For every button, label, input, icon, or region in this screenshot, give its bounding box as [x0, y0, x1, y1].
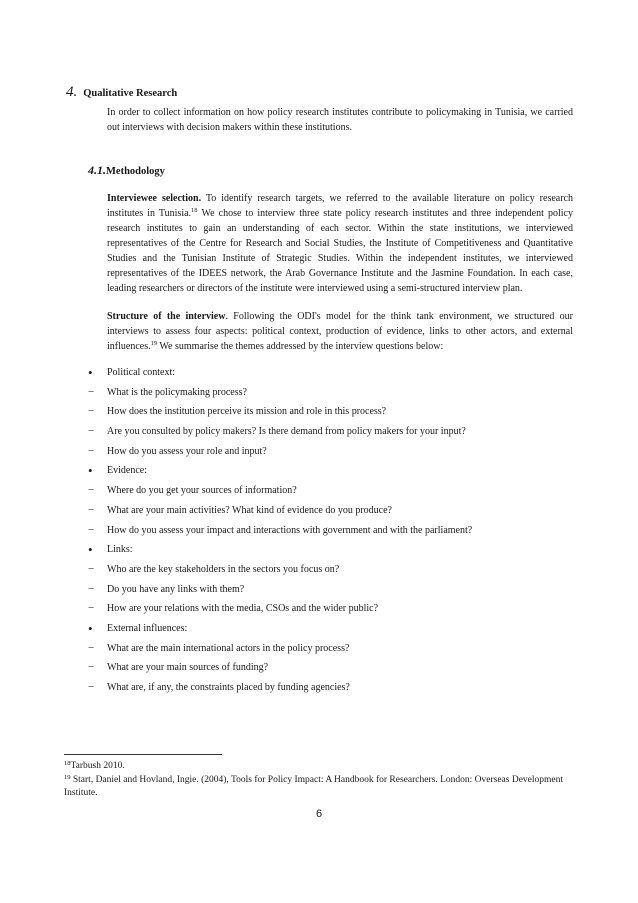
dash-marker: −	[88, 405, 95, 418]
list-item-text: What are, if any, the constraints placed by funding agencies?	[107, 682, 350, 693]
footnote-divider	[64, 754, 222, 755]
footnote-text: Tarbush 2010.	[70, 761, 125, 771]
section-title: Qualitative Research	[83, 88, 178, 99]
list-item-text: How are your relations with the media, CSOs and the wider public?	[107, 603, 379, 615]
bullet-marker: •	[88, 463, 93, 479]
interview-structure-paragraph	[107, 309, 573, 354]
paragraph-lead: Interviewee selection.	[107, 193, 202, 204]
list-topic	[88, 540, 588, 560]
list-item-text: Evidence:	[107, 465, 147, 477]
list-item	[88, 639, 588, 659]
list-item	[88, 678, 588, 698]
dash-marker: −	[88, 661, 95, 674]
list-item-text: What is the policymaking process?	[107, 386, 247, 398]
list-item	[88, 560, 588, 580]
dash-marker: −	[88, 385, 95, 398]
interviewee-selection-paragraph	[107, 191, 573, 296]
list-item	[88, 383, 588, 403]
list-item	[88, 599, 588, 619]
dash-marker: −	[88, 425, 95, 438]
bullet-marker: •	[88, 365, 93, 380]
list-item	[88, 501, 588, 521]
footnote-number: 19	[64, 774, 71, 781]
dash-marker: −	[88, 582, 95, 595]
section-heading	[66, 83, 177, 101]
section-number: 4.	[66, 84, 78, 100]
list-item	[88, 481, 588, 501]
list-item	[88, 580, 588, 600]
intro-paragraph: In order to collect information on how policy research institutes contribute to policymaking in Tunisia, we carried out interviews with decision makers within these institutions.	[107, 107, 573, 133]
footnote-text: Start, Daniel and Hovland, Ingie. (2004), Tools for Policy Impact: A Handbook for Researchers. London: Overseas Development Institute.	[64, 775, 564, 798]
list-item-text: Where do you get your sources of information?	[107, 485, 297, 497]
paragraph-text: We chose to interview three state policy research institutes and three independent policy research institutes to gain an understanding of each sector. Within the state institutions, we interviewed representatives of the Centre for Research and Social Studies, the Institute of Competitiveness and Quantitative Studies and the Tunisian Institute of Strategic Studies. Within the independent institutes, we interviewed representatives of the IDEES network, the Arab Governance Institute and the Jasmine Foundation. In each case, leading researchers or directors of the institute were interviewed using a semi-structured interview plan.	[107, 208, 573, 294]
page-number: 6	[315, 808, 323, 820]
list-topic	[88, 363, 588, 383]
paragraph-text: . Following the ODI's model for the think tank environment, we structured our interviews to assess four aspects: political context, production of evidence, links to other actors, and external influences.	[107, 311, 573, 352]
footnote-ref[interactable]: 18	[191, 207, 198, 214]
dash-marker: −	[88, 602, 95, 615]
list-item	[88, 658, 588, 678]
list-item	[88, 402, 588, 422]
list-item-text: What are the main international actors in the policy process?	[107, 642, 350, 654]
dash-marker: −	[88, 641, 95, 654]
footnote-number: 18	[64, 760, 71, 767]
list-item-text: Links:	[107, 544, 133, 556]
bullet-marker: •	[88, 542, 93, 558]
footnote	[64, 774, 584, 800]
dash-marker: −	[88, 681, 95, 693]
interview-question-list	[88, 363, 588, 698]
list-item-text: What are your main activities? What kind of evidence do you produce?	[107, 504, 392, 516]
list-item	[88, 442, 588, 462]
dash-marker: −	[88, 562, 95, 575]
list-topic	[88, 461, 588, 481]
list-topic	[88, 619, 588, 639]
subsection-number: 4.1.	[88, 163, 106, 177]
list-item-text: What are your main sources of funding?	[107, 662, 269, 674]
dash-marker: −	[88, 484, 95, 497]
paragraph-text: To identify research targets, we referred to the available literature on policy research institutes in Tunisia.	[107, 193, 573, 219]
list-item	[88, 422, 588, 442]
dash-marker: −	[88, 503, 95, 516]
paragraph-lead: Structure of the interview	[107, 311, 226, 322]
list-item-text: How do you assess your impact and interactions with government and with the parliament?	[107, 524, 473, 536]
list-item-text: Political context:	[107, 367, 176, 378]
subsection-title: Methodology	[106, 166, 165, 177]
list-item-text: Do you have any links with them?	[107, 583, 245, 595]
list-item-text: Who are the key stakeholders in the sectors you focus on?	[107, 563, 340, 575]
list-item-text: External influences:	[107, 622, 188, 634]
list-item-text: How does the institution perceive its mission and role in this process?	[107, 406, 387, 418]
footnote-ref[interactable]: 19	[150, 340, 158, 347]
list-item-text: Are you consulted by policy makers? Is there demand from policy makers for your input?	[107, 426, 466, 438]
paragraph-text: We summarise the themes addressed by the interview questions below:	[157, 341, 444, 352]
subsection-heading	[88, 161, 165, 179]
bullet-marker: •	[88, 620, 93, 636]
list-item	[88, 521, 588, 541]
dash-marker: −	[88, 523, 95, 536]
dash-marker: −	[88, 444, 95, 457]
list-item-text: How do you assess your role and input?	[107, 445, 267, 457]
footnote	[64, 760, 584, 773]
